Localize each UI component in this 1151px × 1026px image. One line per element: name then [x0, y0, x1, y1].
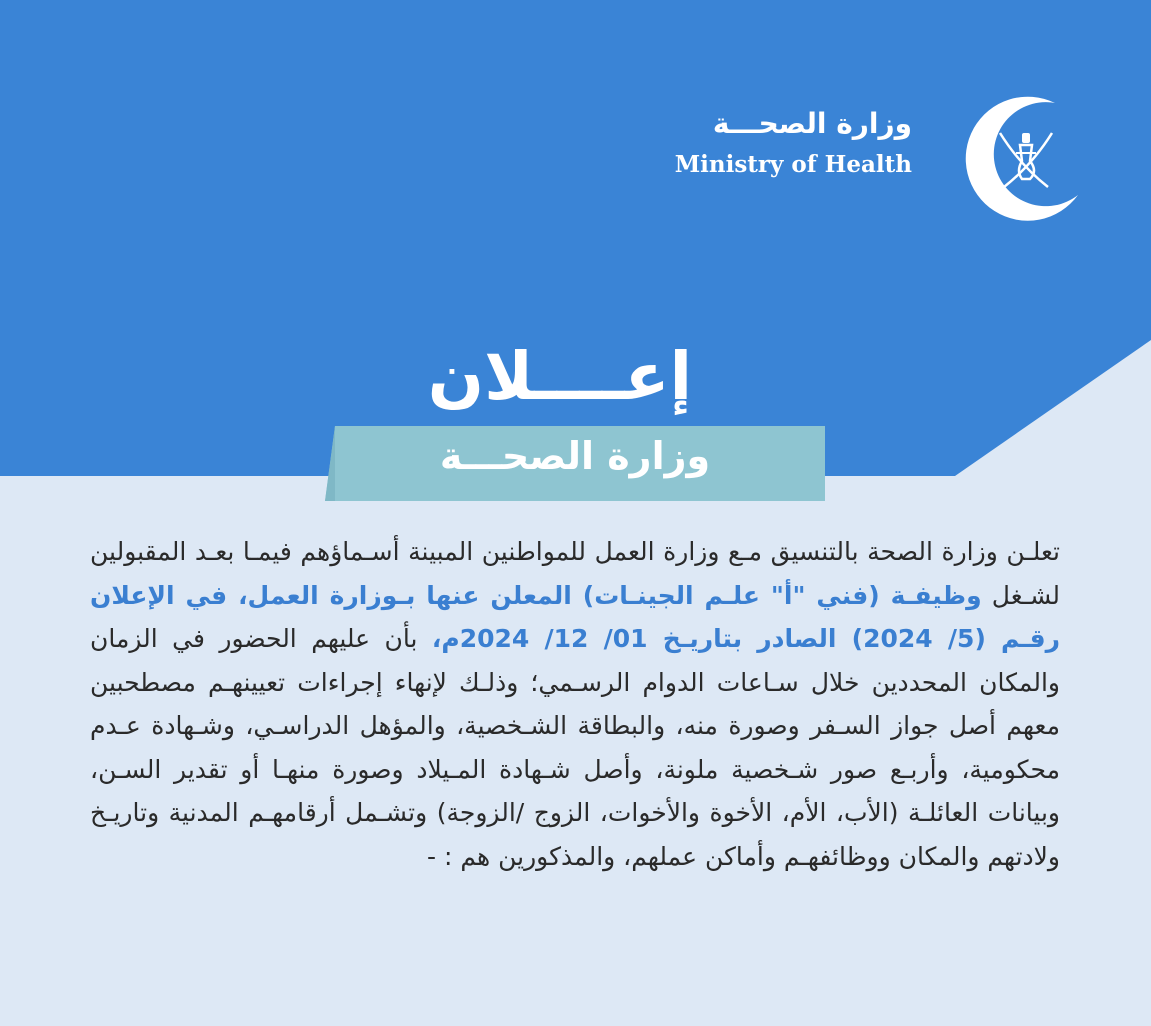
- ribbon-title: وزارة الصحـــة: [439, 434, 711, 478]
- announcement-body: [90, 530, 1060, 878]
- ministry-name-english: Ministry of Health: [674, 151, 912, 178]
- body-text-part-1: تعلـن وزارة الصحة بالتنسيق مـع وزارة العمل للمواطنين المبينة أسـماؤهم فيمـا بعـد المقبولين لشـغل: [90, 537, 1060, 610]
- body-highlight: وظيفـة (فني "أ" علـم الجينـات) المعلن عنها بـوزارة العمل، في الإعلان رقـم (5/ 2024) الصادر بتاريـخ 01/ 12/ 2024م،: [90, 580, 1060, 653]
- oman-emblem-icon: [960, 95, 1090, 225]
- sub-ribbon: [325, 426, 825, 501]
- body-text-part-2: بأن عليهم الحضور في الزمان والمكان المحددين خلال سـاعات الدوام الرسـمي؛ وذلـك لإنهاء إجراءات تعيينهـم مصطحبين معهم أصل جواز السـفر وصورة منه، والبطاقة الشـخصية، والمؤهل الدراسـي، وشـهادة عـدم محكومية، وأربـع صور شـخصية ملونة، وأصل شـهادة المـيلاد وصورة منهـا أو تقدير السـن، وبيانات العائلـة (الأب، الأم، الأخوة والأخوات، الزوج /الزوجة) وتشـمل أرقامهـم المدنية وتاريـخ ولادتهم والمكان ووظائفهـم وأماكن عملهم، والمذكورين هم : -: [90, 624, 1060, 871]
- announcement-headline: إعــــلان: [427, 338, 693, 415]
- ministry-name-arabic: وزارة الصحـــة: [712, 107, 912, 140]
- ministry-logo: [674, 95, 1100, 225]
